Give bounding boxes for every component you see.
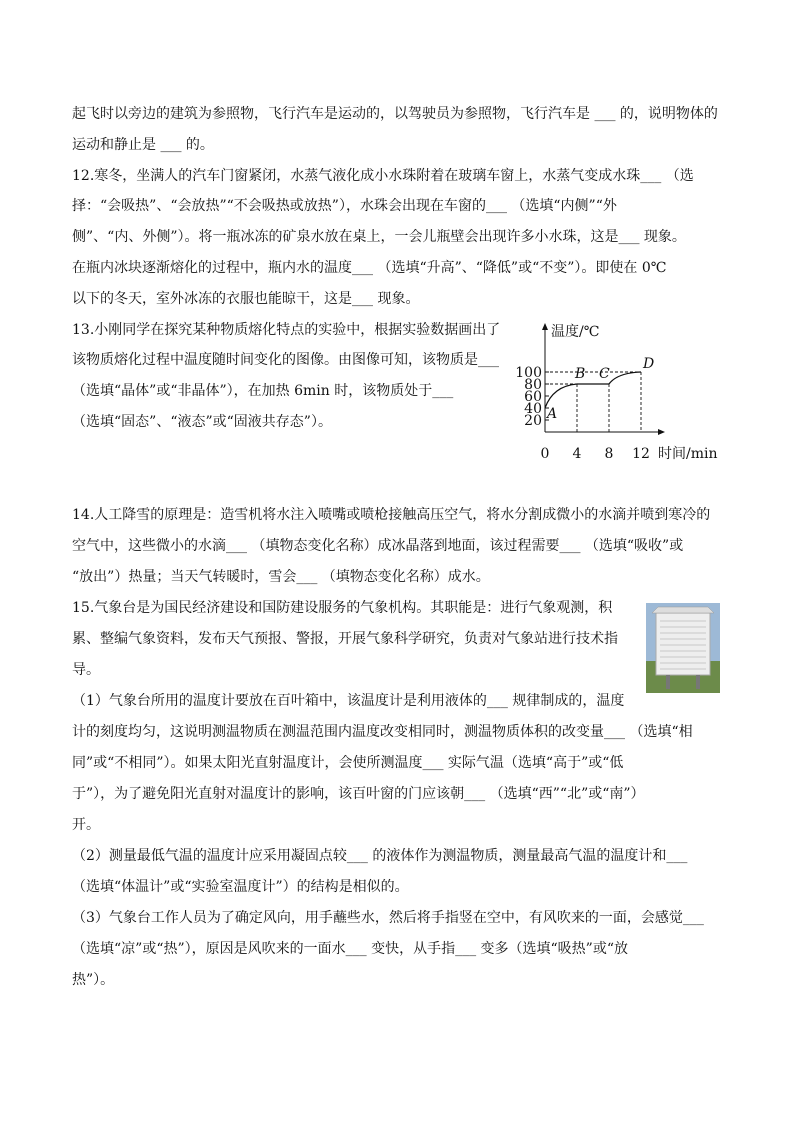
y-tick-label: 80 [524,377,542,393]
text-line: 空气中，这些微小的水滴___ （填物态变化名称）成冰晶落到地面，该过程需要___ （选填“吸收”或 [72,538,684,554]
y-tick-label: 40 [524,401,542,417]
point-label: D [643,356,655,372]
text-line: 运动和静止是 ___ 的。 [72,137,214,153]
text-line: 以下的冬天，室外冰冻的衣服也能晾干，这是___ 现象。 [72,291,420,307]
text-line: 该物质熔化过程中温度随时间变化的图像。由图像可知，该物质是___ [72,352,499,368]
text-line: （2）测量最低气温的温度计应采用凝固点较___ 的液体作为测温物质，测量最高气温的温度计和___ [72,848,688,864]
y-tick-label: 20 [524,413,542,429]
text-line: 择：“会吸热”、“会放热”“不会吸热或放热”），水珠会出现在车窗的___ （选填“内侧”“外 [72,198,617,214]
text-line: （选填“凉”或“热”），原因是风吹来的一面水___ 变快，从手指___ 变多（选填“吸热”或“放 [72,941,628,957]
text-line: 12.寒冬，坐满人的汽车门窗紧闭，水蒸气液化成小水珠附着在玻璃车窗上，水蒸气变成水珠___ （选 [72,168,694,184]
text-line: （3）气象台工作人员为了确定风向，用手蘸些水，然后将手指竖在空中，有风吹来的一面，会感觉___ [72,910,704,926]
x-tick-label: 12 [632,446,650,460]
y-axis-arrow [542,323,548,330]
x-tick-label: 0 [540,446,550,460]
point-label: B [575,366,586,382]
text-line: 累、整编气象资料，发布天气预报、警报，开展气象科学研究，负责对气象站进行技术指 [72,631,618,647]
text-line: “放出”）热量；当天气转暖时，雪会___ （填物态变化名称）成水。 [72,569,490,585]
text-line: 起飞时以旁边的建筑为参照物，飞行汽车是运动的，以驾驶员为参照物，飞行汽车是 ___ 的，说明物体的 [72,106,718,122]
text-line: （1）气象台所用的温度计要放在百叶箱中，该温度计是利用液体的___ 规律制成的，温度 [72,693,625,709]
melting-graph [512,318,728,460]
text-line: 于”），为了避免阳光直射对温度计的影响，该百叶窗的门应该朝___ （选填“西”“北”或“南”） [72,786,645,802]
curve-segment-ab [545,384,577,408]
point-label: A [547,406,558,422]
text-line: 同”或“不相同”）。如果太阳光直射温度计，会使所测温度___ 实际气温（选填“高于”或“低 [72,755,624,771]
x-axis-label: 时间/min [658,446,718,460]
text-line: 13.小刚同学在探究某种物质熔化特点的实验中，根据实验数据画出了 [72,322,501,338]
text-line: 导。 [72,662,100,678]
curve-segment-cd [609,372,641,384]
text-line: 计的刻度均匀，这说明测温物质在测温范围内温度改变相同时，测温物质体积的改变量___ （选填“相 [72,724,693,740]
x-tick-label: 4 [572,446,582,460]
text-line: 15.气象台是为国民经济建设和国防建设服务的气象机构。其职能是：进行气象观测，积 [72,600,613,616]
text-line: 侧”、“内、外侧”）。将一瓶冰冻的矿泉水放在桌上，一会儿瓶壁会出现许多小水珠，这是___ 现象。 [72,229,686,245]
text-line: （选填“体温计”或“实验室温度计”）的结构是相似的。 [72,879,409,895]
y-axis-label: 温度/℃ [551,324,600,340]
text-line: （选填“晶体”或“非晶体”），在加热 6min 时，该物质处于___ [72,383,454,399]
x-tick-label: 8 [604,446,614,460]
y-tick-label: 60 [524,389,542,405]
point-label: C [599,366,610,382]
instrument-shelter-photo [646,603,720,693]
text-line: 热”）。 [72,972,115,988]
text-line: 14.人工降雪的原理是：造雪机将水注入喷嘴或喷枪接触高压空气，将水分割成微小的水滴并喷到寒冷的 [72,507,711,523]
text-line: 在瓶内冰块逐渐熔化的过程中，瓶内水的温度___ （选填“升高”、“降低”或“不变”）。即使在 0℃ [72,260,667,276]
text-line: 开。 [72,817,100,833]
y-tick-label: 100 [515,365,542,381]
x-axis-arrow [658,429,665,435]
text-line: （选填“固态”、“液态”或“固液共存态”）。 [72,414,332,430]
